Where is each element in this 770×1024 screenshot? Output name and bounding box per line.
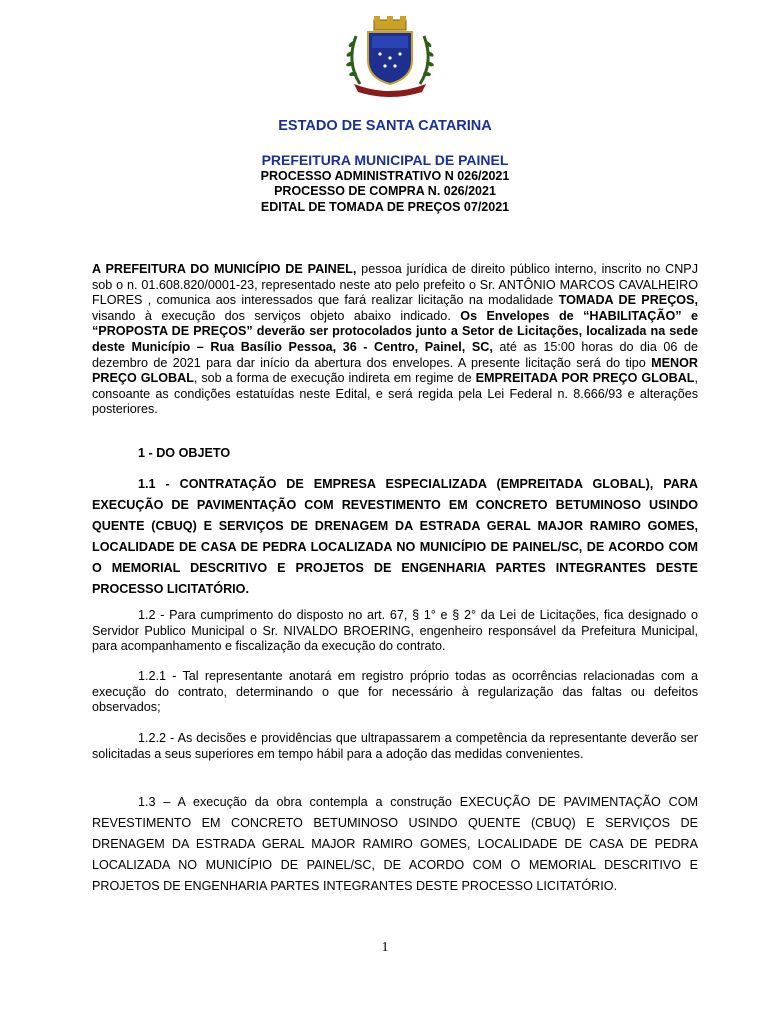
intro-text-2: visando à execução dos serviços objeto abaixo indicado. (92, 308, 461, 323)
item-1-2-2-text: 1.2.2 - As decisões e providências que ultrapassarem a competência da representante deverão ser solicitadas a seus superiores em tempo hábil para a adoção das medidas convenientes. (92, 731, 698, 761)
intro-paragraph (92, 262, 698, 418)
item-1-2-1 (92, 669, 698, 716)
item-1-2 (92, 608, 698, 655)
municipal-coat-of-arms (340, 14, 440, 98)
intro-bold-5: EMPREITADA POR PREÇO GLOBAL (475, 371, 695, 386)
item-1-3-text: 1.3 – A execução da obra contempla a construção EXECUÇÃO DE PAVIMENTAÇÃO COM REVESTIMENTO EM CONCRETO BETUMINOSO USINDO QUENTE (CBUQ) E SERVIÇOS DE DRENAGEM DA ESTRADA GERAL MAJOR RAMIRO GOMES, LOCALIDADE DE CASA DE PEDRA LOCALIZADA NO MUNICÍPIO DE PAINEL/SC, DE ACORDO COM O MEMORIAL DESCRITIVO E PROJETOS DE ENGENHARIA PARTES INTEGRANTES DESTE PROCESSO LICITATÓRIO. (92, 795, 698, 893)
item-1-3 (92, 792, 698, 897)
prefeitura-heading: PREFEITURA MUNICIPAL DE PAINEL (261, 152, 509, 168)
intro-text-1: pessoa jurídica de direito público interno, inscrito no CNPJ sob o n. 01.608.820/0001-23, representado neste ato pelo prefeito o Sr. ANTÔNIO MARCOS CAVALHEIRO FLORES , comunica aos interessados que fará realizar licitação na modalidade (92, 262, 698, 308)
item-1-2-1-text: 1.2.1 - Tal representante anotará em registro próprio todas as ocorrências relacionadas com a execução do contrato, determinando o que for necessário à regularização das faltas ou defeitos observados; (92, 669, 698, 715)
intro-text-4: , sob a forma de execução indireta em regime de (193, 371, 476, 386)
edital-number: EDITAL DE TOMADA DE PREÇOS 07/2021 (260, 200, 510, 214)
purchase-process-number: PROCESSO DE COMPRA N. 026/2021 (274, 184, 496, 198)
intro-bold-1: A PREFEITURA DO MUNICÍPIO DE PAINEL, (92, 262, 357, 276)
intro-bold-2: TOMADA DE PREÇOS, (558, 293, 698, 308)
intro-bold-3: Os Envelopes de “HABILITAÇÃO” e “PROPOSTA DE PREÇOS” deverão ser protocolados junto a Setor de Licitações, localizada na sede deste Município – Rua Basílio Pessoa, 36 - Centro, Painel, SC, (92, 308, 698, 354)
intro-text-5: , consoante as condições estatuídas neste Edital, e será regida pela Lei Federal n. 8.666/93 e alterações posteriores. (92, 371, 698, 417)
state-heading: ESTADO DE SANTA CATARINA (278, 118, 492, 134)
item-1-1 (92, 474, 698, 600)
item-1-1-text: 1.1 - CONTRATAÇÃO DE EMPRESA ESPECIALIZADA (EMPREITADA GLOBAL), PARA EXECUÇÃO DE PAVIMENTAÇÃO COM REVESTIMENTO EM CONCRETO BETUMINOSO USINDO QUENTE (CBUQ) E SERVIÇOS DE DRENAGEM DA ESTRADA GERAL MAJOR RAMIRO GOMES, LOCALIDADE DE CASA DE PEDRA LOCALIZADA NO MUNICÍPIO DE PAINEL/SC, DE ACORDO COM O MEMORIAL DESCRITIVO E PROJETOS DE ENGENHARIA PARTES INTEGRANTES DESTE PROCESSO LICITATÓRIO. (92, 477, 698, 596)
process-administrative-number: PROCESSO ADMINISTRATIVO N 026/2021 (260, 169, 510, 183)
item-1-2-2 (92, 731, 698, 762)
item-1-2-text: 1.2 - Para cumprimento do disposto no art. 67, § 1° e § 2° da Lei de Licitações, fica designado o Servidor Publico Municipal o Sr. NIVALDO BROERING, engenheiro responsável da Prefeitura Municipal, para acompanhamento e fiscalização da execução do contrato. (92, 608, 698, 654)
page-number: 1 (381, 940, 389, 955)
intro-text-3: até as 15:00 horas do dia 06 de dezembro de 2021 para dar início da abertura dos envelopes. A presente licitação será do tipo (92, 339, 698, 370)
intro-bold-4: MENOR PREÇO GLOBAL (92, 355, 698, 386)
section-title-objeto: 1 - DO OBJETO (138, 446, 231, 460)
